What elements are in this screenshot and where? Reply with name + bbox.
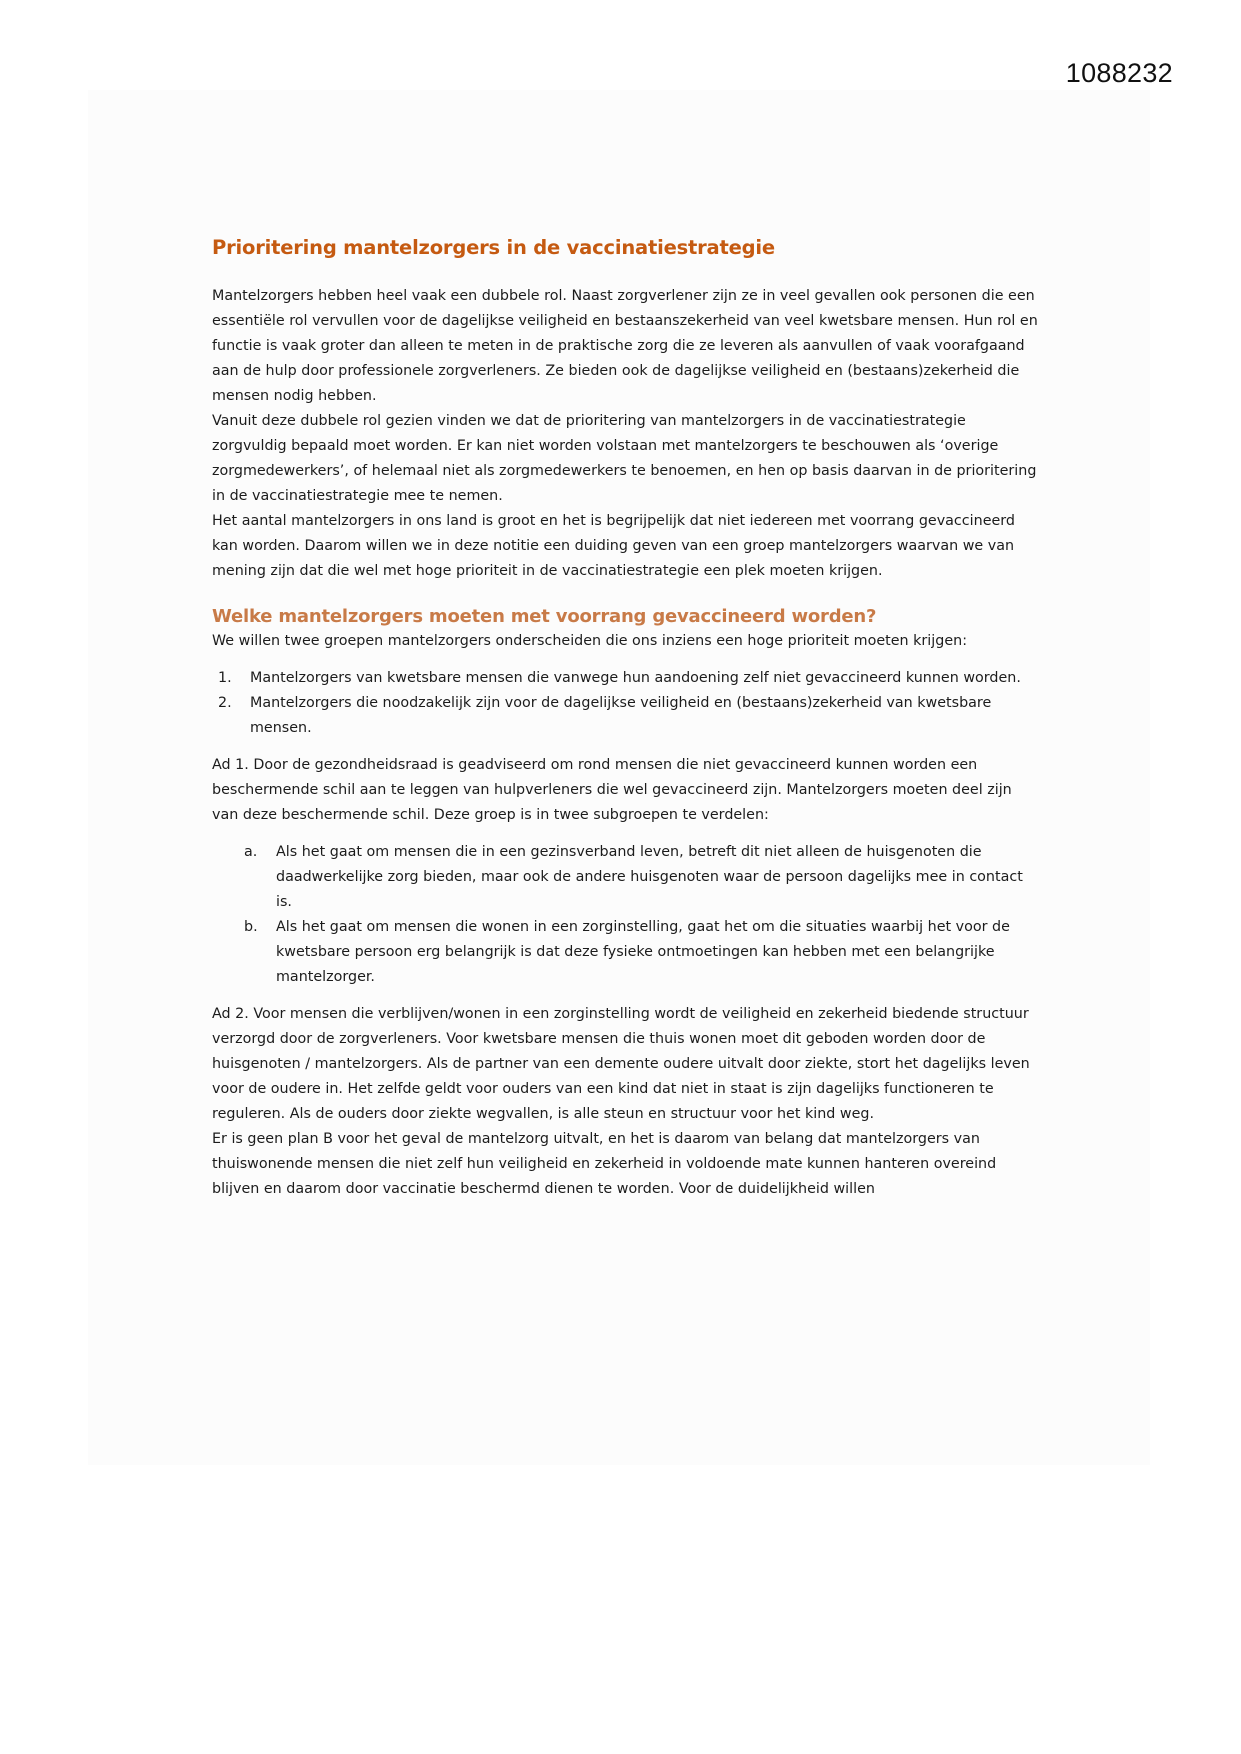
list-item-text: Mantelzorgers van kwetsbare mensen die vanwege hun aandoening zelf niet gevaccineerd kunnen worden. <box>250 670 1021 686</box>
section-intro: We willen twee groepen mantelzorgers onderscheiden die ons inziens een hoge prioriteit moeten krijgen: <box>212 633 968 649</box>
priority-groups-list <box>212 666 1042 741</box>
list-item <box>238 915 1042 990</box>
subgroups-list <box>238 840 1042 990</box>
ad1-paragraph: Ad 1. Door de gezondheidsraad is geadviseerd om rond mensen die niet gevaccineerd kunnen worden een beschermende schil aan te leggen van hulpverleners die wel gevaccineerd zijn. Mantelzorgers moeten deel zijn van deze beschermende schil. Deze groep is in twee subgroepen te verdelen: <box>212 757 1012 823</box>
list-marker: b. <box>244 919 258 935</box>
list-item <box>212 691 1042 741</box>
list-item-text: Mantelzorgers die noodzakelijk zijn voor de dagelijkse veiligheid en (bestaans)zekerheid van kwetsbare mensen. <box>250 695 992 736</box>
list-marker: a. <box>244 844 258 860</box>
intro-paragraph-3: Het aantal mantelzorgers in ons land is groot en het is begrijpelijk dat niet iedereen met voorrang gevaccineerd kan worden. Daarom willen we in deze notitie een duiding geven van een groep mantelzorgers waarvan we van mening zijn dat die wel met hoge prioriteit in de vaccinatiestrategie een plek moeten krijgen. <box>212 513 1015 579</box>
closing-paragraph: Er is geen plan B voor het geval de mantelzorg uitvalt, en het is daarom van belang dat mantelzorgers van thuiswonende mensen die niet zelf hun veiligheid en zekerheid in voldoende mate kunnen hanteren overeind blijven en daarom door vaccinatie beschermd dienen te worden. Voor de duidelijkheid willen <box>212 1131 997 1197</box>
list-marker: 1. <box>218 670 232 686</box>
list-item <box>238 840 1042 915</box>
document-title: Prioritering mantelzorgers in de vaccinatiestrategie <box>212 236 775 259</box>
document-id: 1088232 <box>1065 58 1173 88</box>
list-marker: 2. <box>218 695 232 711</box>
intro-paragraph-2: Vanuit deze dubbele rol gezien vinden we dat de prioritering van mantelzorgers in de vaccinatiestrategie zorgvuldig bepaald moet worden. Er kan niet worden volstaan met mantelzorgers te beschouwen als ‘overige zorgmedewerkers’, of helemaal niet als zorgmedewerkers te benoemen, en hen op basis daarvan in de prioritering in de vaccinatiestrategie mee te nemen. <box>212 413 1037 504</box>
list-item <box>212 666 1042 691</box>
intro-paragraph-1: Mantelzorgers hebben heel vaak een dubbele rol. Naast zorgverlener zijn ze in veel gevallen ook personen die een essentiële rol vervullen voor de dagelijkse veiligheid en bestaanszekerheid van veel kwetsbare mensen. Hun rol en functie is vaak groter dan alleen te meten in de praktische zorg die ze leveren als aanvullen of vaak voorafgaand aan de hulp door professionele zorgverleners. Ze bieden ook de dagelijkse veiligheid en (bestaans)zekerheid die mensen nodig hebben. <box>212 288 1038 404</box>
ad2-paragraph: Ad 2. Voor mensen die verblijven/wonen in een zorginstelling wordt de veiligheid en zekerheid biedende structuur verzorgd door de zorgverleners. Voor kwetsbare mensen die thuis wonen moet dit geboden worden door de huisgenoten / mantelzorgers. Als de partner van een demente oudere uitvalt door ziekte, stort het dagelijks leven voor de oudere in. Het zelfde geldt voor ouders van een kind dat niet in staat is zijn dagelijks functioneren te reguleren. Als de ouders door ziekte wegvallen, is alle steun en structuur voor het kind weg. <box>212 1006 1030 1122</box>
document-body <box>212 234 1042 1202</box>
list-item-text: Als het gaat om mensen die in een gezinsverband leven, betreft dit niet alleen de huisgenoten die daadwerkelijke zorg bieden, maar ook de andere huisgenoten waar de persoon dagelijks mee in contact is. <box>276 844 1023 910</box>
section-heading: Welke mantelzorgers moeten met voorrang gevaccineerd worden? <box>212 606 877 627</box>
list-item-text: Als het gaat om mensen die wonen in een zorginstelling, gaat het om die situaties waarbij het voor de kwetsbare persoon erg belangrijk is dat deze fysieke ontmoetingen kan hebben met een belangrijke mantelzorger. <box>276 919 1010 985</box>
